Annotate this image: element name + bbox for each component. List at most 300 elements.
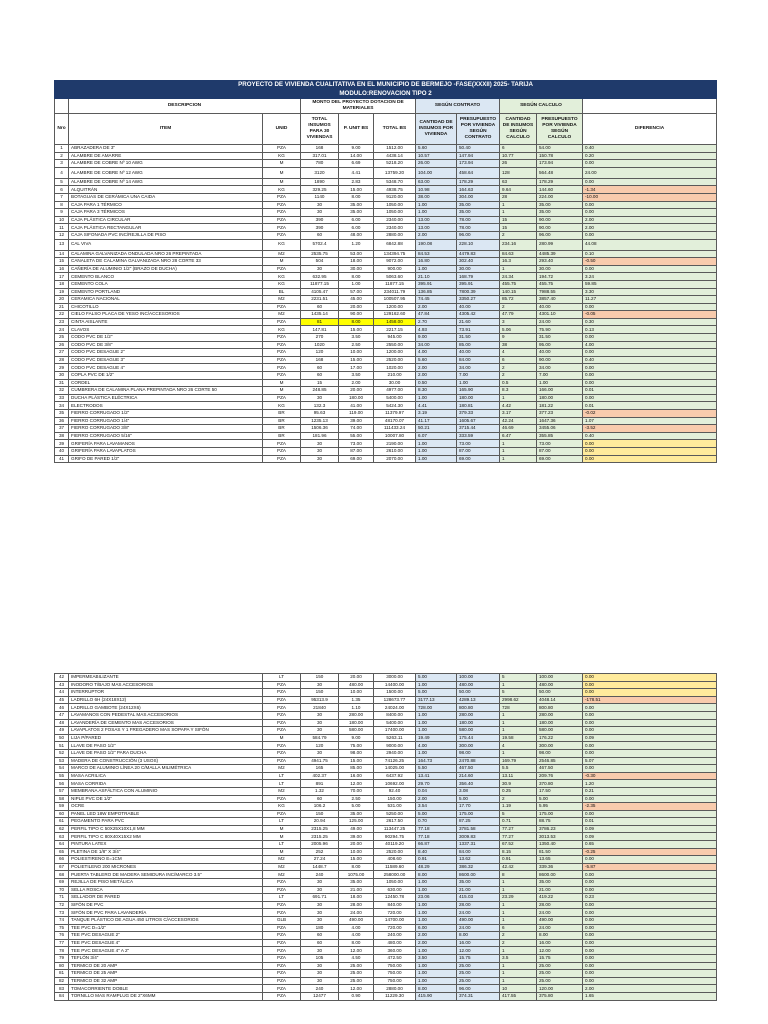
row-cant-calculo: 19.58 xyxy=(500,734,537,742)
row-unid: PZA xyxy=(263,696,301,704)
table-row xyxy=(55,193,717,201)
row-item: LAVAMANOS CON PEDESTAL MAS ACCESORIOS xyxy=(69,711,263,719)
row-pres-calculo: 150.78 xyxy=(537,152,583,160)
row-total-bs: 17400.00 xyxy=(374,727,416,735)
row-nro: 46 xyxy=(55,704,69,712)
row-total-bs: 1050.00 xyxy=(374,201,416,209)
row-unid: M2 xyxy=(263,871,301,879)
row-item: POLIESTIRENO E=1CM xyxy=(69,856,263,864)
row-pres-calculo: 28.00 xyxy=(537,901,583,909)
table-row xyxy=(55,303,717,311)
row-cant-contrato: 136.85 xyxy=(416,288,457,296)
row-p-unit: 180.00 xyxy=(339,394,374,402)
row-item: CIELO FALSO PLACA DE YESO INC/ACCESORIOS xyxy=(69,311,263,319)
table-row xyxy=(55,734,717,742)
row-total-insumos: 1.32 xyxy=(301,787,339,795)
row-cant-contrato: 84.53 xyxy=(416,250,457,258)
row-cant-contrato: 1.00 xyxy=(416,947,457,955)
row-total-bs: 234011.79 xyxy=(374,288,416,296)
row-diferencia: 0.00 xyxy=(583,265,717,273)
row-cant-contrato: 3.19 xyxy=(416,410,457,418)
row-pres-contrato: 35.00 xyxy=(457,879,500,887)
row-total-bs: 5218.20 xyxy=(374,160,416,168)
row-diferencia: 2.00 xyxy=(583,985,717,993)
row-total-insumos: 248.85 xyxy=(301,387,339,395)
row-item: ALAMBRE DE COBRE Nº 10 AWG xyxy=(69,160,263,168)
row-total-bs: 150.00 xyxy=(374,795,416,803)
row-p-unit: 53.00 xyxy=(339,250,374,258)
row-pres-calculo: 293.40 xyxy=(537,258,583,266)
row-pres-contrato: 228.10 xyxy=(457,239,500,250)
row-unid: KG xyxy=(263,152,301,160)
row-diferencia: 0.09 xyxy=(583,833,717,841)
row-diferencia: -5.87 xyxy=(583,863,717,871)
row-total-bs: 900.00 xyxy=(374,265,416,273)
row-total-bs: 5348.70 xyxy=(374,178,416,186)
row-total-insumos: 329.25 xyxy=(301,186,339,194)
row-p-unit: 35.00 xyxy=(339,201,374,209)
row-cant-contrato: 5.60 xyxy=(416,145,457,153)
table-row xyxy=(55,795,717,803)
row-nro: 60 xyxy=(55,810,69,818)
row-total-bs: 2520.00 xyxy=(374,356,416,364)
row-nro: 53 xyxy=(55,757,69,765)
row-total-insumos: 891 xyxy=(301,780,339,788)
row-item: CAJA PLÁSTICA RECTANGULAR xyxy=(69,224,263,232)
row-pres-contrato: 490.00 xyxy=(457,917,500,925)
row-total-bs: 9072.00 xyxy=(374,258,416,266)
row-item: CAJA PARA 3 TÉRMICOS xyxy=(69,209,263,217)
row-pres-calculo: 100.00 xyxy=(537,674,583,682)
row-cant-contrato: 4.00 xyxy=(416,349,457,357)
row-cant-contrato: 2.00 xyxy=(416,939,457,947)
row-pres-contrato: 4479.83 xyxy=(457,250,500,258)
row-cant-calculo: 1 xyxy=(500,749,537,757)
row-item: CORDEL xyxy=(69,379,263,387)
row-pres-calculo: 467.50 xyxy=(537,765,583,773)
row-diferencia: 0.00 xyxy=(583,742,717,750)
table-row xyxy=(55,224,717,232)
row-cant-calculo: 5 xyxy=(500,810,537,818)
row-pres-contrato: 580.00 xyxy=(457,727,500,735)
row-p-unit: 2.50 xyxy=(339,341,374,349)
row-pres-contrato: 3350.27 xyxy=(457,296,500,304)
row-total-insumos: 2535.75 xyxy=(301,250,339,258)
row-pres-calculo: 30.00 xyxy=(537,265,583,273)
row-diferencia: 3.24 xyxy=(583,273,717,281)
row-pres-calculo: 355.85 xyxy=(537,432,583,440)
row-nro: 72 xyxy=(55,901,69,909)
row-item: CODO PVC DE 3/8" xyxy=(69,341,263,349)
row-total-bs: 9120.00 xyxy=(374,193,416,201)
row-unid: M xyxy=(263,825,301,833)
row-diferencia: 2.00 xyxy=(583,216,717,224)
row-item: CAJA PLÁSTICA CIRCULAR xyxy=(69,216,263,224)
table-row xyxy=(55,780,717,788)
row-p-unit: 35.00 xyxy=(339,209,374,217)
row-unid: PZA xyxy=(263,719,301,727)
row-item: TEE PVC DESAGUE 4" xyxy=(69,939,263,947)
table-row xyxy=(55,947,717,955)
row-item: BOTAGUAS DE CERÁMICA UNA CAIDA xyxy=(69,193,263,201)
row-unid: LT xyxy=(263,841,301,849)
header-pres-calculo: PRESUPUESTO POR VIVIENDA SEGÚN CALCULO xyxy=(537,114,583,145)
row-pres-calculo: 12.00 xyxy=(537,947,583,955)
row-pres-calculo: 1.00 xyxy=(537,379,583,387)
row-diferencia: 0.09 xyxy=(583,734,717,742)
row-cant-contrato: 1.00 xyxy=(416,977,457,985)
row-diferencia: -0.25 xyxy=(583,848,717,856)
row-diferencia: 0.01 xyxy=(583,402,717,410)
row-nro: 56 xyxy=(55,780,69,788)
row-nro: 31 xyxy=(55,379,69,387)
row-cant-contrato: 4.93 xyxy=(416,326,457,334)
row-cant-calculo: 77.27 xyxy=(500,833,537,841)
row-pres-calculo: 98.00 xyxy=(537,749,583,757)
row-diferencia: 0.00 xyxy=(583,901,717,909)
row-diferencia: 0.00 xyxy=(583,856,717,864)
row-total-insumos: 120 xyxy=(301,742,339,750)
table-row xyxy=(55,250,717,258)
row-item: PANEL LED 18W EMPOTRABLE xyxy=(69,810,263,818)
row-cant-contrato: 16.80 xyxy=(416,258,457,266)
row-diferencia: 0.00 xyxy=(583,719,717,727)
row-nro: 28 xyxy=(55,356,69,364)
row-pres-calculo: 144.60 xyxy=(537,186,583,194)
row-diferencia: 0.40 xyxy=(583,356,717,364)
row-cant-contrato: 29.70 xyxy=(416,780,457,788)
table-row xyxy=(55,757,717,765)
row-diferencia: 0.00 xyxy=(583,681,717,689)
row-p-unit: 119.00 xyxy=(339,410,374,418)
row-total-bs: 14700.00 xyxy=(374,917,416,925)
row-total-bs: 113447.25 xyxy=(374,825,416,833)
row-total-insumos: 120 xyxy=(301,349,339,357)
row-total-bs: 8400.00 xyxy=(374,711,416,719)
row-unid: KG xyxy=(263,402,301,410)
row-unid: PZA xyxy=(263,201,301,209)
row-unid: PZA xyxy=(263,341,301,349)
row-total-insumos: 30 xyxy=(301,447,339,455)
row-total-insumos: 1140 xyxy=(301,193,339,201)
row-unid: PZA xyxy=(263,939,301,947)
row-unid: PZA xyxy=(263,901,301,909)
row-p-unit: 75.00 xyxy=(339,742,374,750)
row-total-insumos: 60 xyxy=(301,303,339,311)
row-pres-contrato: 15.75 xyxy=(457,954,500,962)
row-total-bs: 720.00 xyxy=(374,924,416,932)
row-total-insumos: 180 xyxy=(301,924,339,932)
row-pres-calculo: 194.72 xyxy=(537,273,583,281)
row-cant-calculo: 42.24 xyxy=(500,417,537,425)
row-total-insumos: 504 xyxy=(301,258,339,266)
row-cant-calculo: 1 xyxy=(500,440,537,448)
row-pres-contrato: 180.00 xyxy=(457,394,500,402)
row-cant-calculo: 67.52 xyxy=(500,841,537,849)
row-diferencia: 24.00 xyxy=(583,167,717,178)
row-item: LLAVE DE PASO 1/2" PARA DUCHA xyxy=(69,749,263,757)
row-unid: M2 xyxy=(263,311,301,319)
row-cant-calculo: 1 xyxy=(500,447,537,455)
row-nro: 80 xyxy=(55,962,69,970)
row-diferencia: 0.00 xyxy=(583,810,717,818)
row-diferencia: 0.00 xyxy=(583,334,717,342)
row-p-unit: 10.00 xyxy=(339,848,374,856)
row-pres-calculo: 419.22 xyxy=(537,894,583,902)
row-cant-contrato: 1.00 xyxy=(416,901,457,909)
row-total-insumos: 105 xyxy=(301,954,339,962)
row-pres-calculo: 15.75 xyxy=(537,954,583,962)
row-diferencia: 0.40 xyxy=(583,145,717,153)
table-row xyxy=(55,742,717,750)
row-unid: PZA xyxy=(263,334,301,342)
row-total-bs: 4938.75 xyxy=(374,186,416,194)
row-unid: PZA xyxy=(263,681,301,689)
row-item: ABRAZADERA DE 3" xyxy=(69,145,263,153)
row-pres-contrato: 24.00 xyxy=(457,924,500,932)
row-cant-contrato: 2.70 xyxy=(416,318,457,326)
row-cant-contrato: 1.00 xyxy=(416,209,457,217)
row-diferencia: 0.40 xyxy=(583,432,717,440)
row-cant-contrato: 9.00 xyxy=(416,334,457,342)
row-total-insumos: 2315.25 xyxy=(301,833,339,841)
row-nro: 84 xyxy=(55,992,69,1000)
row-diferencia: 0.00 xyxy=(583,209,717,217)
row-pres-calculo: 209.76 xyxy=(537,772,583,780)
table-row xyxy=(55,186,717,194)
row-cant-calculo: 5 xyxy=(500,674,537,682)
row-item: MARCO DE ALUMINIO LÍNEA 20 C/MALLA MILIMÉTRICA xyxy=(69,765,263,773)
row-cant-calculo: 46.69 xyxy=(500,425,537,433)
row-p-unit: 8.00 xyxy=(339,318,374,326)
row-cant-contrato: 2.00 xyxy=(416,231,457,239)
row-diferencia: 0.65 xyxy=(583,841,717,849)
row-pres-calculo: 24.00 xyxy=(537,318,583,326)
row-item: CODO PVC DE 1/2" xyxy=(69,334,263,342)
row-nro: 8 xyxy=(55,201,69,209)
row-p-unit: 21.00 xyxy=(339,886,374,894)
row-total-bs: 11589.60 xyxy=(374,863,416,871)
row-total-bs: 750.00 xyxy=(374,962,416,970)
row-p-unit: 35.00 xyxy=(339,879,374,887)
header-item: ITEM xyxy=(69,114,263,145)
row-item: PERFIL TIPO C 50X25X10X1,8 MM xyxy=(69,825,263,833)
row-item: CINTA AISLANTE xyxy=(69,318,263,326)
row-pres-contrato: 96.00 xyxy=(457,231,500,239)
row-item: ALAMBRE DE COBRE Nº 12 AWG xyxy=(69,167,263,178)
row-cant-calculo: 1 xyxy=(500,265,537,273)
row-total-bs: 14400.00 xyxy=(374,681,416,689)
row-p-unit: 480.00 xyxy=(339,681,374,689)
row-cant-contrato: 5.00 xyxy=(416,674,457,682)
row-p-unit: 39.00 xyxy=(339,417,374,425)
row-pres-contrato: 178.29 xyxy=(457,178,500,186)
row-total-insumos: 30 xyxy=(301,209,339,217)
row-nro: 10 xyxy=(55,216,69,224)
row-p-unit: 20.00 xyxy=(339,387,374,395)
row-pres-contrato: 21.00 xyxy=(457,886,500,894)
row-diferencia: 0.00 xyxy=(583,765,717,773)
row-p-unit: 24.00 xyxy=(339,909,374,917)
row-diferencia: 0.00 xyxy=(583,939,717,947)
row-cant-calculo: 10.77 xyxy=(500,152,537,160)
row-cant-contrato: 190.08 xyxy=(416,239,457,250)
row-nro: 25 xyxy=(55,334,69,342)
row-pres-contrato: 1.00 xyxy=(457,379,500,387)
row-item: TORNILLO MAS RAMPLUG DE 2"X6MM xyxy=(69,992,263,1000)
table-row xyxy=(55,879,717,887)
row-diferencia: 3.30 xyxy=(583,288,717,296)
project-title: PROYECTO DE VIVIENDA CUALITATIVA EN EL MUNICIPIO DE BERMEJO -FASE(XXXII) 2025- TARIJA xyxy=(55,81,717,90)
row-pres-contrato: 73.91 xyxy=(457,326,500,334)
row-p-unit: 1075.00 xyxy=(339,871,374,879)
row-p-unit: 90.00 xyxy=(339,311,374,319)
table-body-1 xyxy=(55,145,717,463)
row-pres-contrato: 3715.44 xyxy=(457,425,500,433)
row-pres-calculo: 25.00 xyxy=(537,962,583,970)
row-diferencia: 5.07 xyxy=(583,757,717,765)
row-cant-calculo: 3.17 xyxy=(500,410,537,418)
row-cant-calculo: 28 xyxy=(500,193,537,201)
row-cant-calculo: 1 xyxy=(500,727,537,735)
row-total-bs: 2880.00 xyxy=(374,985,416,993)
row-unid: KG xyxy=(263,280,301,288)
row-cant-calculo: 1 xyxy=(500,455,537,463)
row-total-insumos: 30 xyxy=(301,886,339,894)
row-item: INTERRUPTOR xyxy=(69,689,263,697)
row-total-insumos: 21840 xyxy=(301,704,339,712)
row-cant-contrato: 5.00 xyxy=(416,689,457,697)
row-unid: PZA xyxy=(263,704,301,712)
table-row xyxy=(55,765,717,773)
table-row xyxy=(55,201,717,209)
row-pres-calculo: 375.80 xyxy=(537,992,583,1000)
row-cant-contrato: 0.91 xyxy=(416,856,457,864)
row-diferencia: 0.00 xyxy=(583,947,717,955)
row-unid: PZA xyxy=(263,727,301,735)
row-item: ALQUITRÁN xyxy=(69,186,263,194)
row-total-bs: 111433.24 xyxy=(374,425,416,433)
row-item: CANALETA DE CALAMINA GALVANIZADA NRO 28 CORTE 33 xyxy=(69,258,263,266)
row-total-insumos: 12477 xyxy=(301,992,339,1000)
table-row xyxy=(55,231,717,239)
row-pres-contrato: 17.70 xyxy=(457,803,500,811)
table-row xyxy=(55,886,717,894)
row-diferencia: 0.00 xyxy=(583,917,717,925)
row-cant-calculo: 4 xyxy=(500,742,537,750)
row-item: SIFÓN DE PVC PARA LAVANDERÍA xyxy=(69,909,263,917)
table-row xyxy=(55,909,717,917)
row-item: CAJA PARA 1 TÉRMICO xyxy=(69,201,263,209)
row-item: CAL VIVA xyxy=(69,239,263,250)
row-cant-calculo: 0.5 xyxy=(500,379,537,387)
table-row xyxy=(55,425,717,433)
table-row xyxy=(55,394,717,402)
row-pres-contrato: 180.00 xyxy=(457,719,500,727)
row-item: NIPLE PVC DE 1/2" xyxy=(69,795,263,803)
row-cant-contrato: 10.57 xyxy=(416,152,457,160)
table-row xyxy=(55,749,717,757)
row-unid: PZA xyxy=(263,879,301,887)
row-nro: 23 xyxy=(55,318,69,326)
row-cant-calculo: 1 xyxy=(500,909,537,917)
row-item: FIERRO CORRUGADO 1/2" xyxy=(69,410,263,418)
row-total-bs: 840.00 xyxy=(374,901,416,909)
row-pres-contrato: 300.00 xyxy=(457,742,500,750)
row-item: LIJA P/PARED xyxy=(69,734,263,742)
row-unid: LT xyxy=(263,818,301,826)
row-total-insumos: 30 xyxy=(301,727,339,735)
row-pres-calculo: 1350.40 xyxy=(537,841,583,849)
row-cant-contrato: 48.29 xyxy=(416,863,457,871)
row-unid: M xyxy=(263,167,301,178)
row-cant-contrato: 10.98 xyxy=(416,186,457,194)
row-total-insumos: 30 xyxy=(301,879,339,887)
row-pres-contrato: 40.00 xyxy=(457,303,500,311)
row-pres-contrato: 25.00 xyxy=(457,962,500,970)
row-p-unit: 20.00 xyxy=(339,303,374,311)
row-cant-calculo: 16.3 xyxy=(500,258,537,266)
row-diferencia: 0.00 xyxy=(583,379,717,387)
row-cant-contrato: 6.00 xyxy=(416,924,457,932)
row-pres-contrato: 2470.88 xyxy=(457,757,500,765)
row-cant-contrato: 19.49 xyxy=(416,734,457,742)
row-cant-contrato: 34.00 xyxy=(416,341,457,349)
row-total-bs: 6842.88 xyxy=(374,239,416,250)
row-diferencia: 0.00 xyxy=(583,349,717,357)
row-unid: BR xyxy=(263,417,301,425)
row-cant-contrato: 41.17 xyxy=(416,417,457,425)
row-p-unit: 85.00 xyxy=(339,765,374,773)
row-total-bs: 1200.00 xyxy=(374,303,416,311)
row-pres-calculo: 5.95 xyxy=(537,803,583,811)
row-cant-calculo: 85.72 xyxy=(500,296,537,304)
header-total-insumos: TOTAL INSUMOS PARA 30 VIVIENDAS xyxy=(301,114,339,145)
row-nro: 63 xyxy=(55,833,69,841)
row-item: SIFÓN DE PVC xyxy=(69,901,263,909)
row-total-bs: 750.00 xyxy=(374,977,416,985)
row-unid: GLB xyxy=(263,917,301,925)
row-total-insumos: 60 xyxy=(301,939,339,947)
row-pres-calculo: 16.00 xyxy=(537,939,583,947)
row-pres-calculo: 25.00 xyxy=(537,977,583,985)
row-pres-contrato: 304.00 xyxy=(457,193,500,201)
table-row xyxy=(55,160,717,168)
row-pres-contrato: 12.00 xyxy=(457,947,500,955)
row-nro: 51 xyxy=(55,742,69,750)
row-total-insumos: 60 xyxy=(301,364,339,372)
row-diferencia: -10.00 xyxy=(583,193,717,201)
row-pres-calculo: 300.00 xyxy=(537,742,583,750)
row-cant-contrato: 1.00 xyxy=(416,394,457,402)
row-total-bs: 14025.00 xyxy=(374,765,416,773)
row-item: CEMENTO PORTLAND xyxy=(69,288,263,296)
row-cant-contrato: 1.00 xyxy=(416,909,457,917)
row-pres-calculo: 370.80 xyxy=(537,780,583,788)
row-total-bs: 2617.50 xyxy=(374,818,416,826)
row-p-unit: 70.00 xyxy=(339,787,374,795)
table-row xyxy=(55,848,717,856)
row-diferencia: 1.65 xyxy=(583,992,717,1000)
row-p-unit: 15.00 xyxy=(339,186,374,194)
table-row xyxy=(55,318,717,326)
row-item: TEFLÓN 3/4" xyxy=(69,954,263,962)
row-cant-contrato: 1.00 xyxy=(416,970,457,978)
row-cant-calculo: 1 xyxy=(500,879,537,887)
row-nro: 24 xyxy=(55,326,69,334)
row-cant-calculo: 1 xyxy=(500,977,537,985)
row-unid: KG xyxy=(263,273,301,281)
